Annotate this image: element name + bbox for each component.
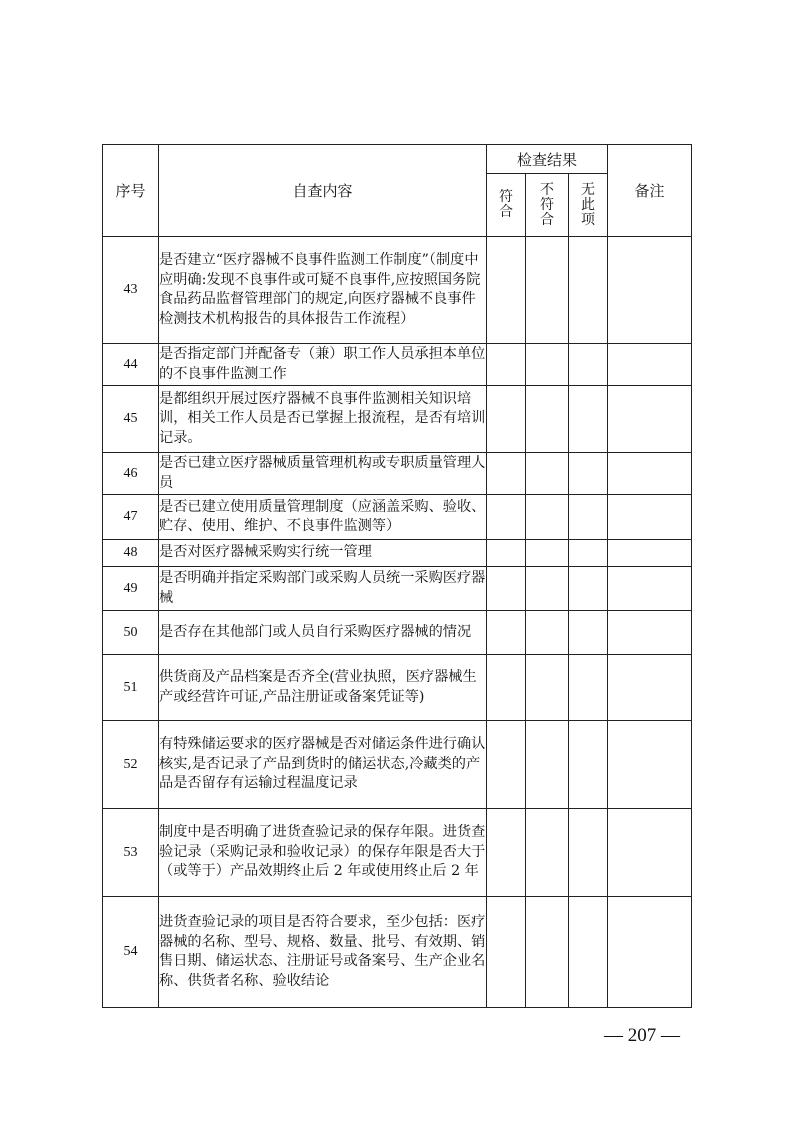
remark-cell[interactable]	[608, 809, 692, 897]
row-number: 48	[103, 540, 159, 567]
row-content: 是否存在其他部门或人员自行采购医疗器械的情况	[159, 611, 487, 655]
remark-cell[interactable]	[608, 386, 692, 453]
conform-cell[interactable]	[487, 540, 526, 567]
not-applicable-cell[interactable]	[569, 567, 608, 611]
remark-cell[interactable]	[608, 344, 692, 386]
conform-cell[interactable]	[487, 809, 526, 897]
nonconform-cell[interactable]	[526, 344, 569, 386]
table-row	[103, 721, 692, 809]
row-content: 是否已建立医疗器械质量管理机构或专职质量管理人员	[159, 453, 487, 495]
remark-cell[interactable]	[608, 567, 692, 611]
header-content: 自查内容	[159, 145, 487, 237]
header-not-applicable	[569, 174, 608, 237]
table-row	[103, 655, 692, 721]
row-number: 50	[103, 611, 159, 655]
not-applicable-cell[interactable]	[569, 721, 608, 809]
nonconform-cell[interactable]	[526, 540, 569, 567]
remark-cell[interactable]	[608, 721, 692, 809]
row-number: 43	[103, 237, 159, 344]
table-row	[103, 540, 692, 567]
table-row	[103, 386, 692, 453]
not-applicable-cell[interactable]	[569, 453, 608, 495]
table-row	[103, 897, 692, 1008]
not-applicable-cell[interactable]	[569, 386, 608, 453]
not-applicable-cell[interactable]	[569, 655, 608, 721]
nonconform-cell[interactable]	[526, 809, 569, 897]
not-applicable-cell[interactable]	[569, 495, 608, 540]
conform-cell[interactable]	[487, 453, 526, 495]
row-content: 是否明确并指定采购部门或采购人员统一采购医疗器械	[159, 567, 487, 611]
table-row	[103, 453, 692, 495]
remark-cell[interactable]	[608, 453, 692, 495]
row-number: 45	[103, 386, 159, 453]
header-not-applicable-label: 无此项	[581, 181, 596, 228]
remark-cell[interactable]	[608, 611, 692, 655]
row-content: 是否建立“医疗器械不良事件监测工作制度”（制度中应明确:发现不良事件或可疑不良事件,应按照国务院食品药品监督管理部门的规定,向医疗器械不良事件检测技术机构报告的具体报告工作流程）	[159, 237, 487, 344]
not-applicable-cell[interactable]	[569, 897, 608, 1008]
conform-cell[interactable]	[487, 386, 526, 453]
conform-cell[interactable]	[487, 611, 526, 655]
header-remark: 备注	[608, 145, 692, 237]
nonconform-cell[interactable]	[526, 611, 569, 655]
nonconform-cell[interactable]	[526, 567, 569, 611]
row-number: 53	[103, 809, 159, 897]
remark-cell[interactable]	[608, 495, 692, 540]
remark-cell[interactable]	[608, 897, 692, 1008]
header-check-result: 检查结果	[487, 145, 608, 174]
nonconform-cell[interactable]	[526, 386, 569, 453]
conform-cell[interactable]	[487, 495, 526, 540]
row-content: 是否已建立使用质量管理制度（应涵盖采购、验收、贮存、使用、维护、不良事件监测等）	[159, 495, 487, 540]
remark-cell[interactable]	[608, 655, 692, 721]
row-number: 44	[103, 344, 159, 386]
page-number: — 207 —	[604, 1025, 680, 1046]
header-conform	[487, 174, 526, 237]
table-row	[103, 495, 692, 540]
conform-cell[interactable]	[487, 897, 526, 1008]
not-applicable-cell[interactable]	[569, 237, 608, 344]
table-row	[103, 809, 692, 897]
row-content: 是否指定部门并配备专（兼）职工作人员承担本单位的不良事件监测工作	[159, 344, 487, 386]
row-number: 47	[103, 495, 159, 540]
row-number: 49	[103, 567, 159, 611]
header-seq: 序号	[103, 145, 159, 237]
self-inspection-table	[102, 144, 692, 1008]
nonconform-cell[interactable]	[526, 721, 569, 809]
nonconform-cell[interactable]	[526, 495, 569, 540]
header-nonconform	[526, 174, 569, 237]
conform-cell[interactable]	[487, 344, 526, 386]
not-applicable-cell[interactable]	[569, 611, 608, 655]
conform-cell[interactable]	[487, 237, 526, 344]
row-content: 是否对医疗器械采购实行统一管理	[159, 540, 487, 567]
conform-cell[interactable]	[487, 655, 526, 721]
nonconform-cell[interactable]	[526, 655, 569, 721]
table-row	[103, 611, 692, 655]
nonconform-cell[interactable]	[526, 897, 569, 1008]
conform-cell[interactable]	[487, 567, 526, 611]
row-content: 进货查验记录的项目是否符合要求，至少包括：医疗器械的名称、型号、规格、数量、批号、有效期、销售日期、储运状态、注册证号或备案号、生产企业名称、供货者名称、验收结论	[159, 897, 487, 1008]
header-conform-label: 符合	[499, 189, 513, 220]
row-content: 供货商及产品档案是否齐全(营业执照，医疗器械生产或经营许可证,产品注册证或备案凭证等)	[159, 655, 487, 721]
nonconform-cell[interactable]	[526, 237, 569, 344]
not-applicable-cell[interactable]	[569, 344, 608, 386]
remark-cell[interactable]	[608, 237, 692, 344]
not-applicable-cell[interactable]	[569, 809, 608, 897]
not-applicable-cell[interactable]	[569, 540, 608, 567]
nonconform-cell[interactable]	[526, 453, 569, 495]
header-nonconform-label: 不符合	[540, 181, 554, 228]
row-number: 54	[103, 897, 159, 1008]
table-row	[103, 237, 692, 344]
conform-cell[interactable]	[487, 721, 526, 809]
remark-cell[interactable]	[608, 540, 692, 567]
row-number: 46	[103, 453, 159, 495]
row-content: 有特殊储运要求的医疗器械是否对储运条件进行确认核实,是否记录了产品到货时的储运状态,冷藏类的产品是否留存有运输过程温度记录	[159, 721, 487, 809]
table-row	[103, 567, 692, 611]
row-number: 51	[103, 655, 159, 721]
row-content: 是都组织开展过医疗器械不良事件监测相关知识培训，相关工作人员是否已掌握上报流程，是否有培训记录。	[159, 386, 487, 453]
row-content: 制度中是否明确了进货查验记录的保存年限。进货查验记录（采购记录和验收记录）的保存年限是否大于（或等于）产品效期终止后 2 年或使用终止后 2 年	[159, 809, 487, 897]
row-number: 52	[103, 721, 159, 809]
table-row	[103, 344, 692, 386]
